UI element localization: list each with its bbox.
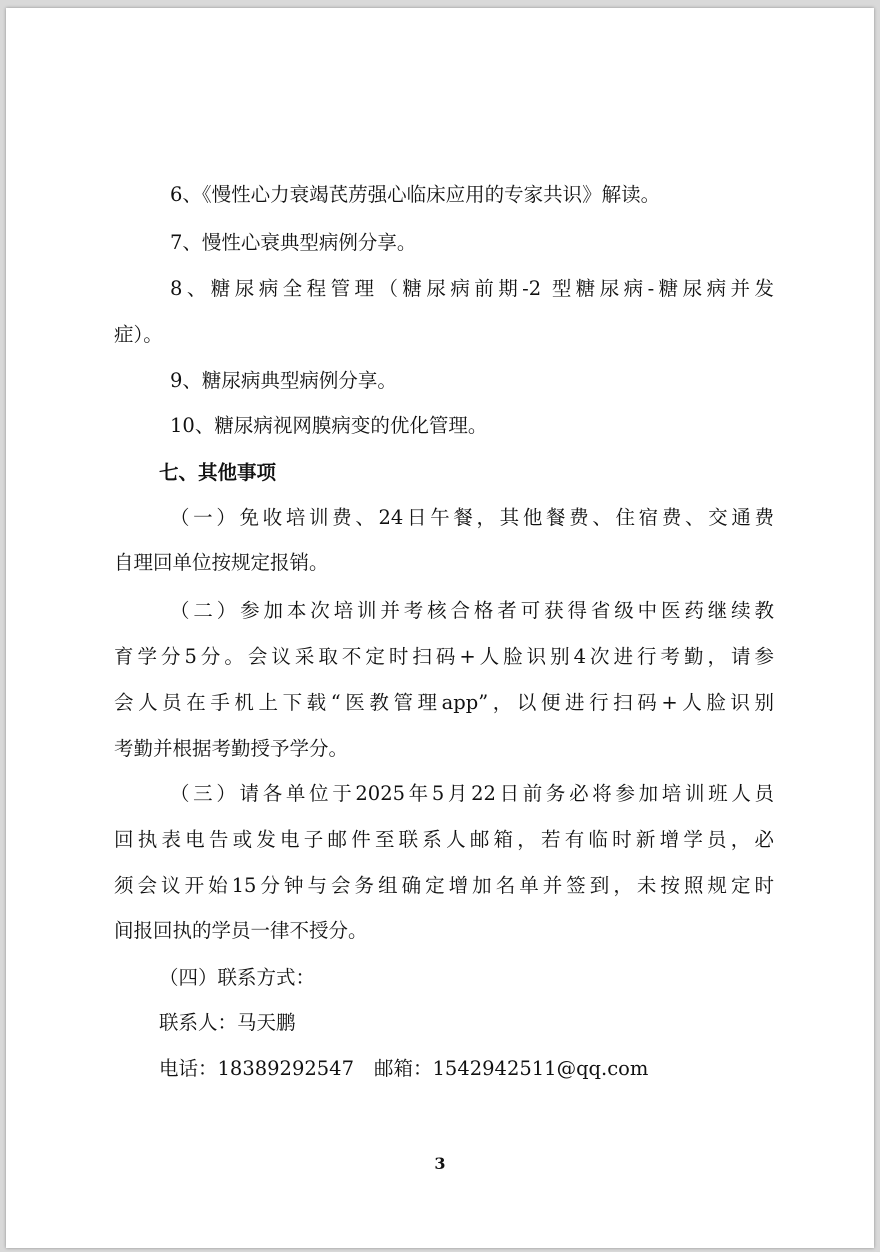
section-heading: 七、其他事项 (159, 461, 277, 484)
note-3-line-3: 须会议开始15分钟与会务组确定增加名单并签到，未按照规定时 (114, 874, 774, 897)
list-item-9: 9、糖尿病典型病例分享。 (170, 369, 397, 392)
note-2-line-1: （二）参加本次培训并考核合格者可获得省级中医药继续教 (170, 599, 774, 622)
note-1-line-1: （一）免收培训费、24日午餐，其他餐费、住宿费、交通费 (170, 506, 774, 529)
document-page (6, 8, 874, 1248)
note-2-line-2: 育学分5分。会议采取不定时扫码+人脸识别4次进行考勤，请参 (114, 645, 774, 668)
list-item-7: 7、慢性心衰典型病例分享。 (170, 231, 417, 254)
page-number: 3 (434, 1154, 446, 1173)
contact-person: 联系人：马天鹏 (159, 1011, 296, 1034)
list-item-10: 10、糖尿病视网膜病变的优化管理。 (170, 414, 488, 437)
note-3-line-4: 间报回执的学员一律不授分。 (114, 919, 368, 942)
note-2-line-3: 会人员在手机上下载“医教管理app”，以便进行扫码+人脸识别 (114, 691, 774, 714)
contact-phone: 电话：18389292547 (159, 1057, 354, 1080)
note-1-line-2: 自理回单位按规定报销。 (114, 551, 329, 574)
list-item-8-continued: 症）。 (114, 323, 163, 346)
note-3-line-2: 回执表电告或发电子邮件至联系人邮箱，若有临时新增学员，必 (114, 828, 774, 851)
note-2-line-4: 考勤并根据考勤授予学分。 (114, 737, 349, 760)
contact-title: （四）联系方式： (159, 966, 316, 989)
contact-email: 邮箱：1542942511@qq.com (374, 1057, 649, 1080)
list-item-8: 8、糖尿病全程管理（糖尿病前期-2 型糖尿病-糖尿病并发 (170, 277, 774, 300)
note-3-line-1: （三）请各单位于2025年5月22日前务必将参加培训班人员 (170, 782, 774, 805)
list-item-6: 6、《慢性心力衰竭芪苈强心临床应用的专家共识》解读。 (170, 183, 661, 206)
